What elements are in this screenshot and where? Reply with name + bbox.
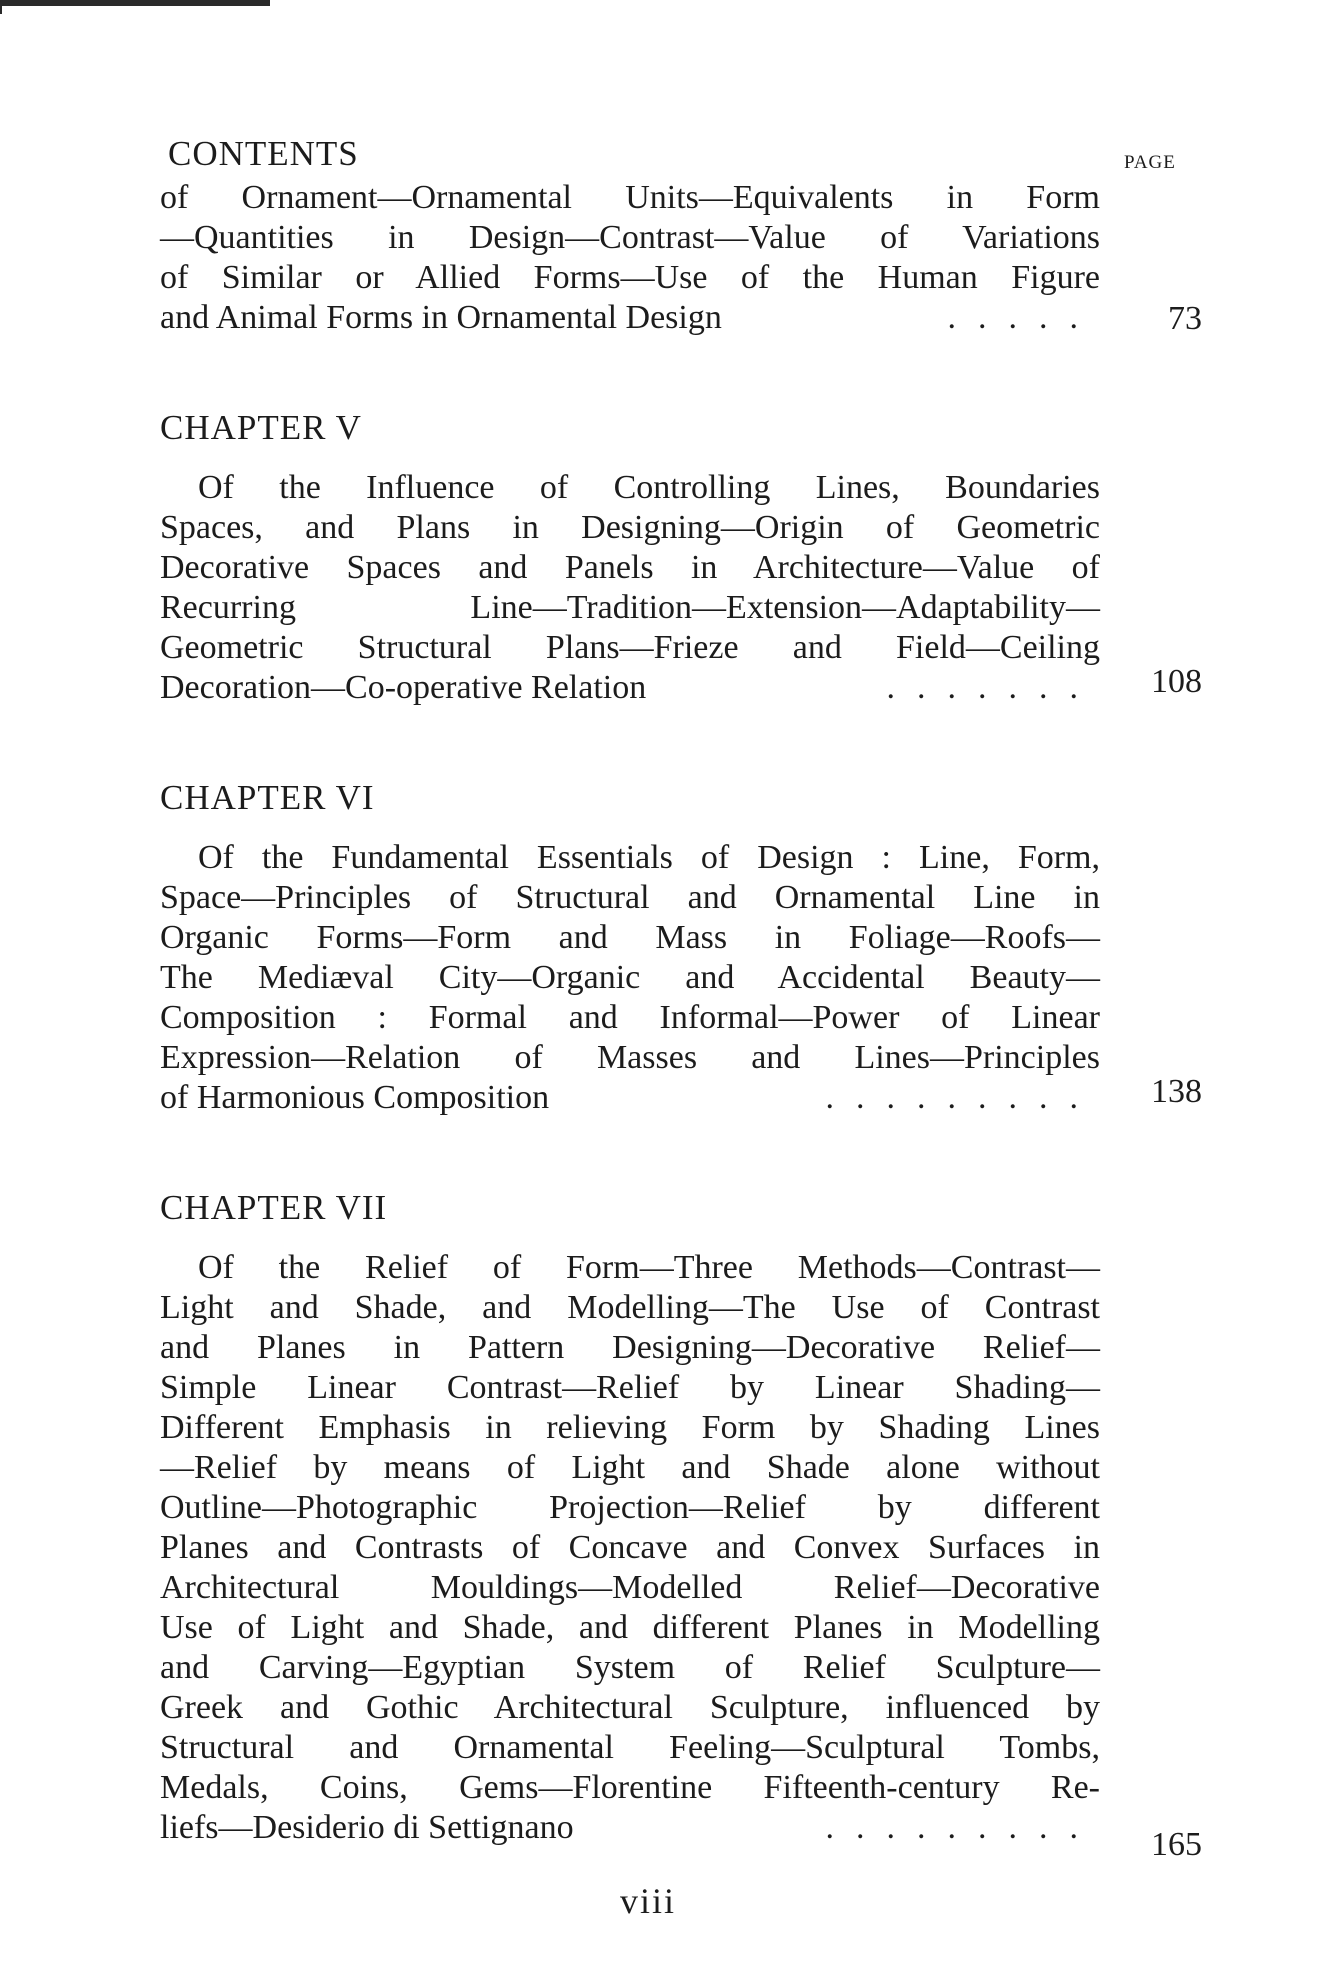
entry-line: Space—Principles of Structural and Ornamental Line in <box>160 879 1100 916</box>
entry-line: Use of Light and Shade, and different Planes in Modelling <box>160 1609 1100 1646</box>
entry-line: Planes and Contrasts of Concave and Convex Surfaces in <box>160 1529 1100 1566</box>
entry-line: —Relief by means of Light and Shade alone without <box>160 1449 1100 1486</box>
entry-line: Spaces, and Plans in Designing—Origin of Geometric <box>160 509 1100 546</box>
entry-line: of Ornament—Ornamental Units—Equivalents in Form <box>160 179 1100 216</box>
entry-line: and Carving—Egyptian System of Relief Sculpture— <box>160 1649 1100 1686</box>
entry-last-line <box>160 298 1100 338</box>
entry-line: Geometric Structural Plans—Frieze and Field—Ceiling <box>160 629 1100 666</box>
entry-line: Expression—Relation of Masses and Lines—Principles <box>160 1039 1100 1076</box>
page-number: 108 <box>1151 663 1202 700</box>
scan-edge-mark-corner <box>0 6 38 14</box>
entry-line: Architectural Mouldings—Modelled Relief—Decorative <box>160 1569 1100 1606</box>
entry-line: Composition : Formal and Informal—Power of Linear <box>160 999 1100 1036</box>
entry-line: and Animal Forms in Ornamental Design <box>160 299 736 336</box>
entry-line: Recurring Line—Tradition—Extension—Adaptability— <box>160 589 1100 626</box>
entry-line: —Quantities in Design—Contrast—Value of Variations <box>160 219 1100 256</box>
entry-line: The Mediæval City—Organic and Accidental Beauty— <box>160 959 1100 996</box>
page-column-label: PAGE <box>1124 152 1176 173</box>
entry-description <box>160 1248 1100 1848</box>
entry-line: Decoration—Co-operative Relation <box>160 669 660 706</box>
page-number: 165 <box>1151 1826 1202 1863</box>
dot-leader: ....... <box>886 669 1100 706</box>
entry-line: Light and Shade, and Modelling—The Use of Contrast <box>160 1289 1100 1326</box>
chapter-title: CHAPTER V <box>160 408 362 447</box>
entry-line: and Planes in Pattern Designing—Decorative Relief— <box>160 1329 1100 1366</box>
entry-description <box>160 838 1100 1118</box>
entry-last-line <box>160 668 1100 708</box>
entry-last-line <box>160 1078 1100 1118</box>
dot-leader: ..... <box>947 299 1100 336</box>
entry-line: Different Emphasis in relieving Form by Shading Lines <box>160 1409 1100 1446</box>
entry-line: Medals, Coins, Gems—Florentine Fifteenth-century Re- <box>160 1769 1100 1806</box>
entry-line: Of the Relief of Form—Three Methods—Contrast— <box>198 1249 1100 1286</box>
toc-entry-chapter-iv-continued <box>160 178 1100 338</box>
entry-line: Decorative Spaces and Panels in Architecture—Value of <box>160 549 1100 586</box>
chapter-title: CHAPTER VII <box>160 1188 388 1227</box>
entry-line: Organic Forms—Form and Mass in Foliage—Roofs— <box>160 919 1100 956</box>
scan-edge-mark <box>0 0 270 6</box>
entry-line: Of the Influence of Controlling Lines, Boundaries <box>198 469 1100 506</box>
toc-entry-chapter-vi <box>160 778 1100 1118</box>
entry-line: liefs—Desiderio di Settignano <box>160 1809 588 1846</box>
dot-leader: ......... <box>825 1809 1100 1846</box>
entry-line: Structural and Ornamental Feeling—Sculptural Tombs, <box>160 1729 1100 1766</box>
page-number: 73 <box>1168 300 1202 337</box>
entry-description <box>160 178 1100 338</box>
entry-description <box>160 468 1100 708</box>
entry-last-line <box>160 1808 1100 1848</box>
entry-line: Simple Linear Contrast—Relief by Linear Shading— <box>160 1369 1100 1406</box>
toc-entry-chapter-vii <box>160 1188 1100 1848</box>
page-number: 138 <box>1151 1073 1202 1110</box>
entry-line: Outline—Photographic Projection—Relief by different <box>160 1489 1100 1526</box>
toc-entry-chapter-v <box>160 408 1100 708</box>
contents-heading: CONTENTS <box>168 134 359 173</box>
page-folio: viii <box>620 1881 677 1921</box>
entry-line: Of the Fundamental Essentials of Design : Line, Form, <box>198 839 1100 876</box>
dot-leader: ......... <box>825 1079 1100 1116</box>
entry-line: of Harmonious Composition <box>160 1079 563 1116</box>
entry-line: Greek and Gothic Architectural Sculpture, influenced by <box>160 1689 1100 1726</box>
entry-line: of Similar or Allied Forms—Use of the Human Figure <box>160 259 1100 296</box>
chapter-title: CHAPTER VI <box>160 778 375 817</box>
